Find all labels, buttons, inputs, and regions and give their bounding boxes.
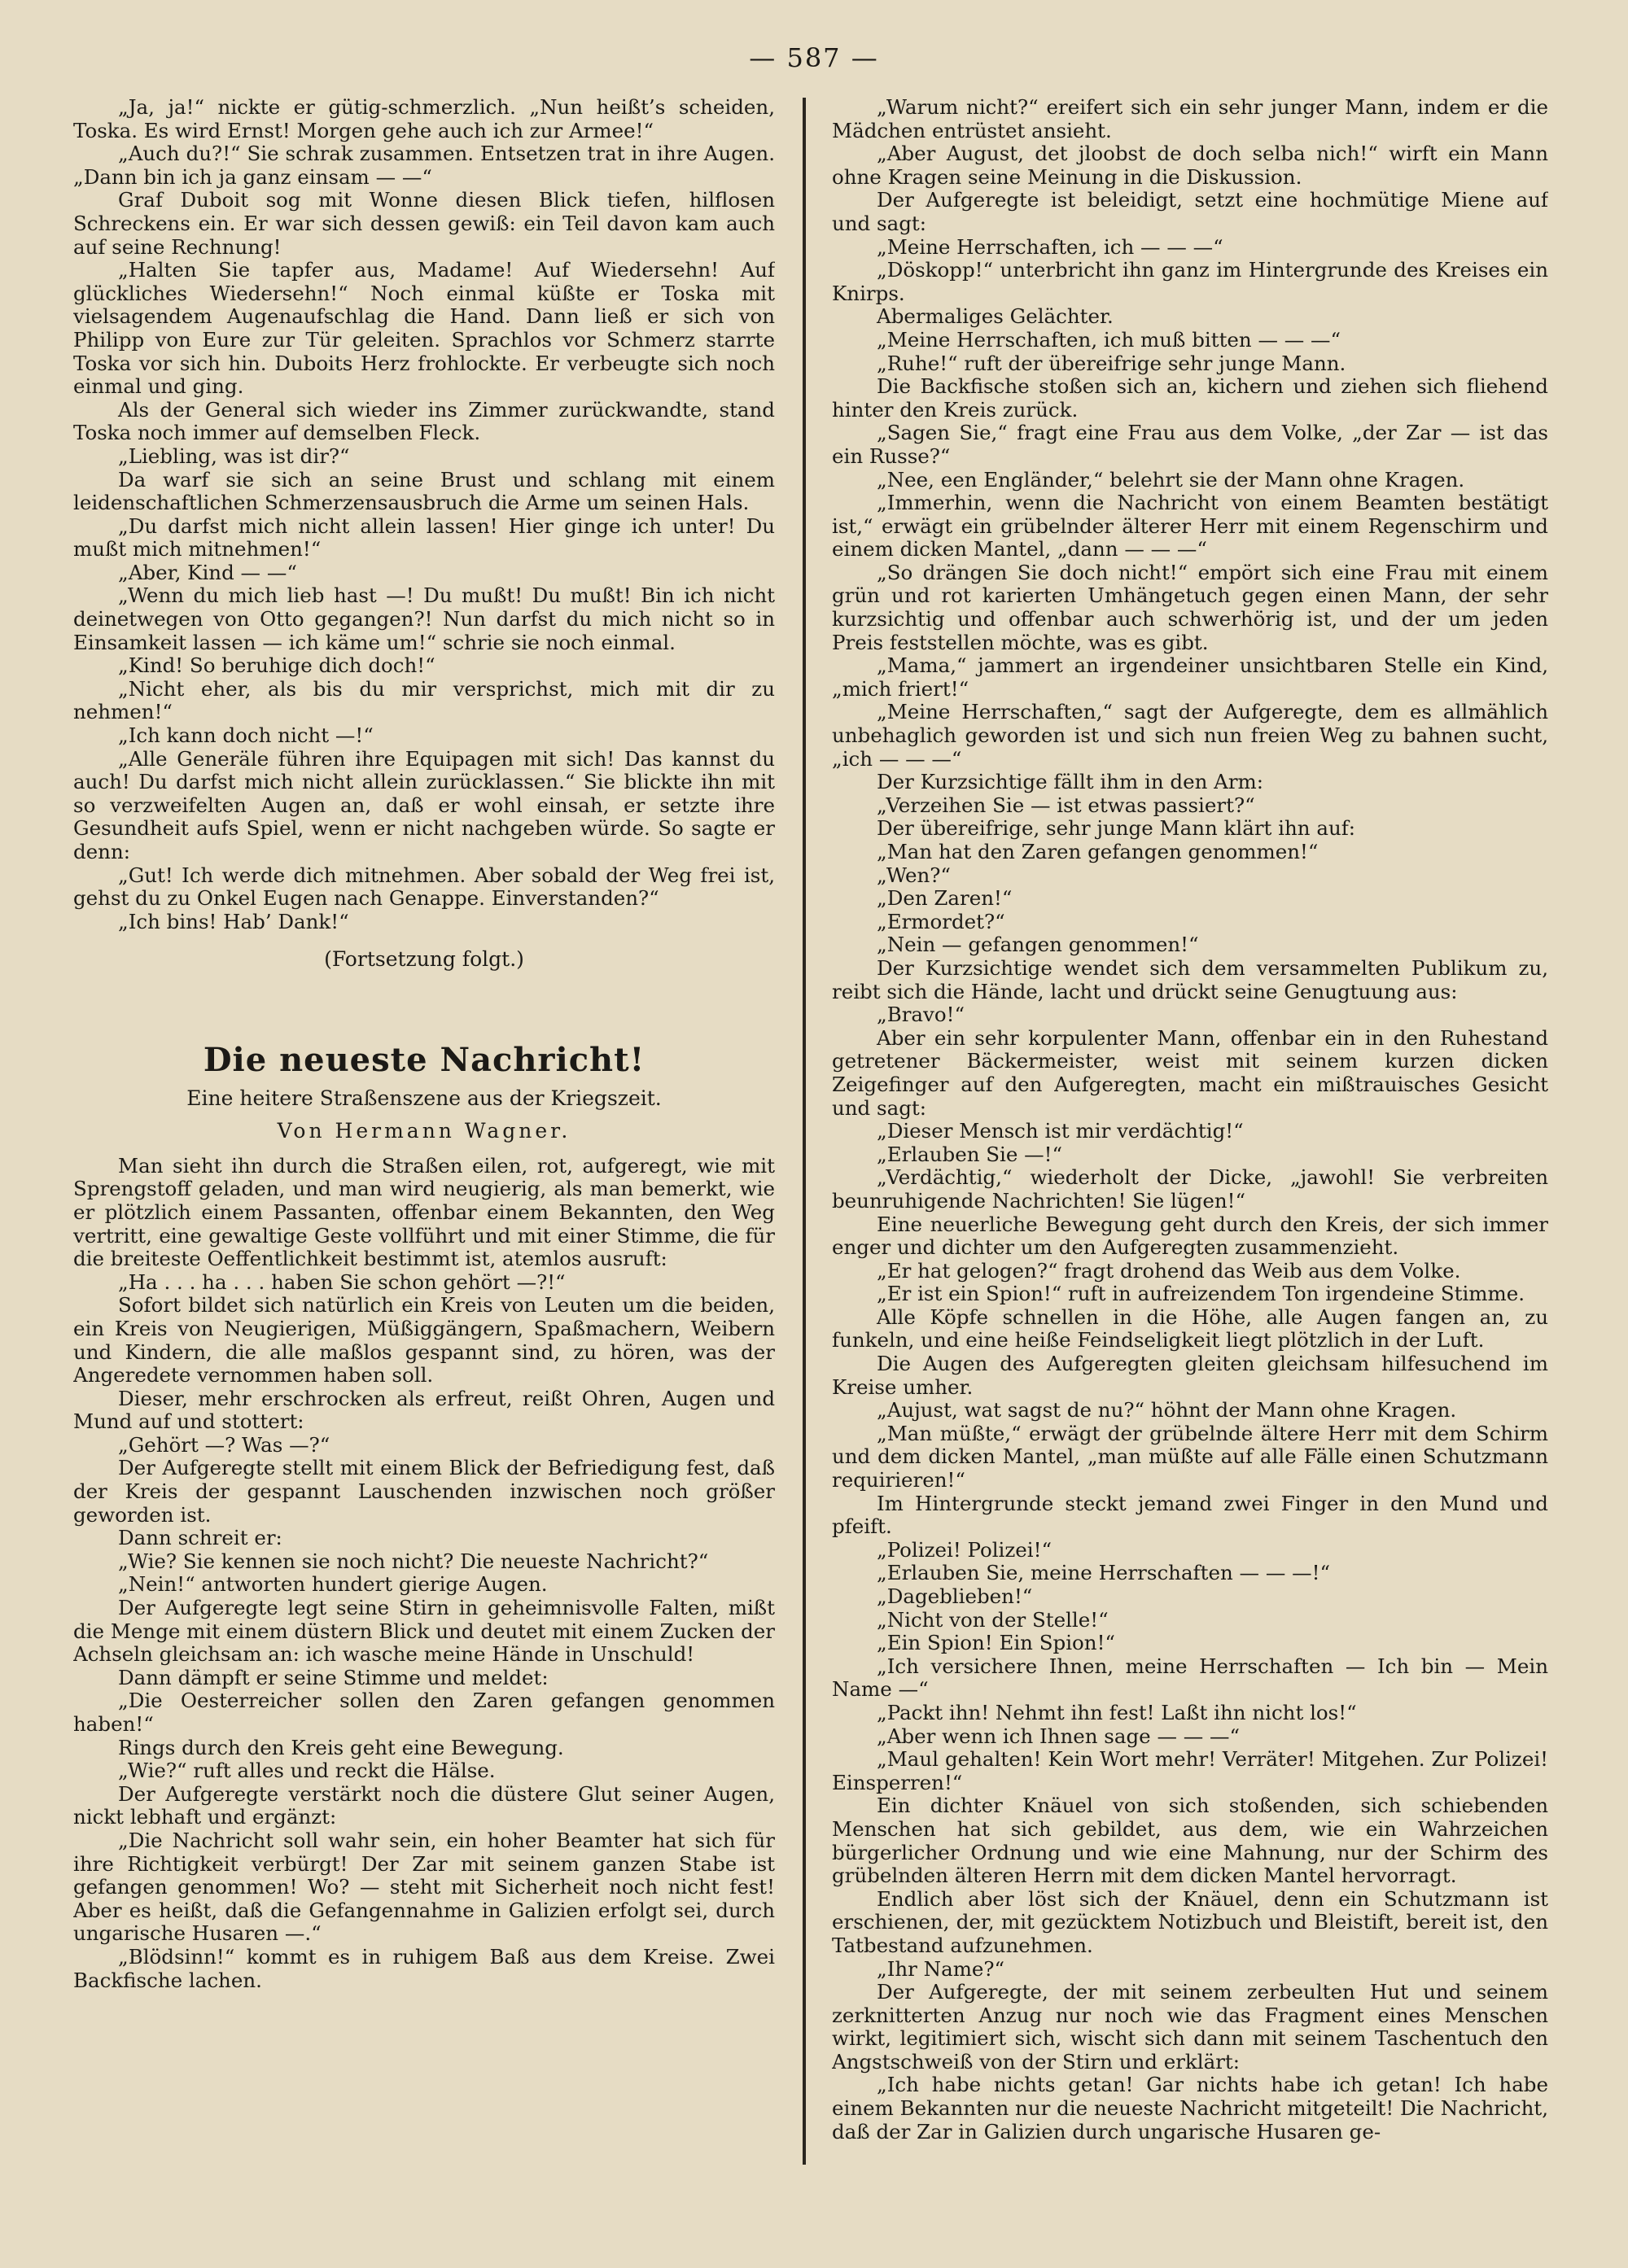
paragraph: Die Augen des Aufgeregten gleiten gleichsam hilfesuchend im Kreise umher.: [832, 1352, 1548, 1399]
paragraph: „Auch du?!“ Sie schrak zusammen. Entsetzen trat in ihre Augen. „Dann bin ich ja ganz einsam — —“: [73, 142, 775, 189]
paragraph: „Erlauben Sie, meine Herrschaften — — —!“: [877, 1561, 1330, 1585]
paragraph: „Aber, Kind — —“: [118, 560, 297, 584]
paragraph: „So drängen Sie doch nicht!“ empört sich eine Frau mit einem grün und rot karierten Umhängetuch gegen einen Mann, der sehr kurzsichtig und offenbar auch schwerhörig ist, und der um jeden Preis feststellen möchte, was es gibt.: [832, 560, 1548, 654]
paragraph: Da warf sie sich an seine Brust und schlang mit einem leidenschaftlichen Schmerzensausbruch die Arme um seinen Hals.: [73, 467, 775, 515]
paragraph: „Meine Herrschaften,“ sagt der Aufgeregte, dem es allmählich unbehaglich geworden ist und sich nun freien Weg zu bahnen sucht, „ich — — —“: [832, 700, 1548, 771]
paragraph: „Ich bins! Hab’ Dank!“: [118, 909, 349, 933]
paragraph: „Verdächtig,“ wiederholt der Dicke, „jawohl! Sie verbreiten beunruhigende Nachrichten! Sie lügen!“: [832, 1165, 1548, 1213]
paragraph: „Ruhe!“ ruft der übereifrige sehr junge Mann.: [877, 351, 1346, 375]
paragraph: „Wenn du mich lieb hast —! Du mußt! Du mußt! Bin ich nicht deinetwegen von Otto gegangen?! Nun darfst du mich nicht so in Einsamkeit lassen — ich käme um!“ schrie sie noch einmal.: [73, 583, 775, 654]
paragraph: „Ich kann doch nicht —!“: [118, 723, 374, 748]
paragraph: „Dieser Mensch ist mir verdächtig!“: [877, 1119, 1244, 1143]
paragraph: Im Hintergrunde steckt jemand zwei Finger in den Mund und pfeift.: [832, 1491, 1548, 1539]
paragraph: „Halten Sie tapfer aus, Madame! Auf Wiedersehn! Auf glückliches Wiedersehn!“ Noch einmal küßte er Toska mit vielsagendem Augenaufschlag die Hand. Dann ließ er sich von Philipp von Eure zur Tür geleiten. Sprachlos vor Schmerz starrte Toska vor sich hin. Duboits Herz frohlockte. Er verbeugte sich noch einmal und ging.: [73, 258, 775, 399]
paragraph: „Alle Generäle führen ihre Equipagen mit sich! Das kannst du auch! Du darfst mich nicht allein zurücklassen.“ Sie blickte ihn mit so verzweifelten Augen an, daß er wohl einsah, er setzte ihre Gesundheit aufs Spiel, wenn er nicht nachgeben würde. So sagte er denn:: [73, 746, 775, 863]
paragraph: „Meine Herrschaften, ich — — —“: [877, 234, 1223, 259]
paragraph: „Packt ihn! Nehmt ihn fest! Laßt ihn nicht los!“: [877, 1700, 1357, 1724]
paragraph: „Warum nicht?“ ereifert sich ein sehr junger Mann, indem er die Mädchen entrüstet ansieht.: [832, 96, 1548, 142]
paragraph: „Nein!“ antworten hundert gierige Augen.: [118, 1572, 548, 1597]
paragraph: Ein dichter Knäuel von sich stoßenden, sich schiebenden Menschen hat sich gebildet, aus dem, wie ein Wahrzeichen bürgerlicher Ordnung und wie eine Mahnung, nur der Schirm des grübelnden älteren Herrn mit dem dicken Mantel hervorragt.: [832, 1794, 1548, 1888]
paragraph: „Ja, ja!“ nickte er gütig-schmerzlich. „Nun heißt’s scheiden, Toska. Es wird Ernst! Morgen gehe auch ich zur Armee!“: [73, 96, 775, 142]
paragraph: „Man hat den Zaren gefangen genommen!“: [877, 840, 1319, 863]
paragraph: „Dageblieben!“: [877, 1584, 1033, 1608]
paragraph: „Ein Spion! Ein Spion!“: [877, 1631, 1115, 1655]
paragraph: „Mama,“ jammert an irgendeiner unsichtbaren Stelle ein Kind, „mich friert!“: [832, 653, 1548, 701]
paragraph: „Aber wenn ich Ihnen sage — — —“: [877, 1724, 1241, 1748]
paragraph: Eine neuerliche Bewegung geht durch den Kreis, der sich immer enger und dichter um den Aufgeregten zusammenzieht.: [832, 1212, 1548, 1260]
paragraph: Die Backfische stoßen sich an, kichern und ziehen sich fliehend hinter den Kreis zurück.: [832, 374, 1548, 422]
paragraph: Dann schreit er:: [118, 1526, 282, 1550]
section-spacer: [73, 972, 775, 1049]
paragraph: „Blödsinn!“ kommt es in ruhigem Baß aus dem Kreise. Zwei Backfische lachen.: [73, 1944, 775, 1992]
paragraph: Der übereifrige, sehr junge Mann klärt ihn auf:: [877, 816, 1356, 841]
paragraph: „Kind! So beruhige dich doch!“: [118, 653, 435, 678]
article-byline: Von Hermann Wagner.: [277, 1119, 571, 1143]
paragraph: Graf Duboit sog mit Wonne diesen Blick tiefen, hilflosen Schreckens ein. Er war sich dessen gewiß: ein Teil davon kam auch auf seine Rechnung!: [73, 188, 775, 259]
paragraph: „Gut! Ich werde dich mitnehmen. Aber sobald der Weg frei ist, gehst du zu Onkel Eugen nach Genappe. Einverstanden?“: [73, 863, 775, 911]
right-article-text: [832, 96, 1548, 2143]
paragraph: Der Aufgeregte ist beleidigt, setzt eine hochmütige Miene auf und sagt:: [832, 188, 1548, 235]
paragraph: „Aujust, wat sagst de nu?“ höhnt der Mann ohne Kragen.: [877, 1398, 1457, 1422]
paragraph: „Aber August, det jloobst de doch selba nich!“ wirft ein Mann ohne Kragen seine Meinung in die Diskussion.: [832, 142, 1548, 189]
paragraph: „Wie? Sie kennen sie noch nicht? Die neueste Nachricht?“: [118, 1549, 709, 1573]
paragraph: „Nicht von der Stelle!“: [877, 1607, 1109, 1632]
left-column: [73, 96, 775, 2244]
paragraph: Man sieht ihn durch die Straßen eilen, rot, aufgeregt, wie mit Sprengstoff geladen, und man wird neugierig, als man bemerkt, wie er plötzlich einem Passanten, offenbar einem Bekannten, den Weg vertritt, eine gewaltige Geste vollführt und mit einer Stimme, die für die breiteste Oeffentlichkeit bestimmt ist, atemlos ausruft:: [73, 1153, 775, 1271]
paragraph: „Maul gehalten! Kein Wort mehr! Verräter! Mitgehen. Zur Polizei! Einsperren!“: [832, 1747, 1548, 1794]
paragraph: Abermaliges Gelächter.: [877, 304, 1114, 329]
paragraph: Dann dämpft er seine Stimme und meldet:: [118, 1665, 549, 1689]
column-divider: [803, 98, 806, 2165]
right-column: [832, 96, 1548, 2244]
article-text: [73, 1155, 775, 1992]
paragraph: „Nee, een Engländer,“ belehrt sie der Mann ohne Kragen.: [877, 467, 1465, 492]
paragraph: „Er hat gelogen?“ fragt drohend das Weib aus dem Volke.: [877, 1258, 1461, 1283]
paragraph: „Ihr Name?“: [877, 1956, 1005, 1981]
paragraph: „Döskopp!“ unterbricht ihn ganz im Hintergrunde des Kreises ein Knirps.: [832, 258, 1548, 305]
paragraph: „Die Nachricht soll wahr sein, ein hoher Beamter hat sich für ihre Richtigkeit verbürgt! Der Zar mit seinem ganzen Stabe ist gefangen genommen! Wo? — steht mit Sicherheit noch nicht fest! Aber es heißt, daß die Gefangennahme in Galizien erfolgt sei, durch ungarische Husaren —.“: [73, 1828, 775, 1946]
paragraph: „Wen?“: [877, 863, 951, 887]
paragraph: Der Aufgeregte legt seine Stirn in geheimnisvolle Falten, mißt die Menge mit einem düstern Blick und deutet mit einem Zucken der Achseln gleichsam an: ich wasche meine Hände in Unschuld!: [73, 1596, 775, 1667]
paragraph: Der Aufgeregte stellt mit einem Blick der Befriedigung fest, daß der Kreis der gespannt Lauschenden inzwischen noch größer geworden ist.: [73, 1456, 775, 1527]
paragraph: „Er ist ein Spion!“ ruft in aufreizendem Ton irgendeine Stimme.: [877, 1282, 1525, 1306]
paragraph: Der Aufgeregte, der mit seinem zerbeulten Hut und seinem zerknitterten Anzug nur noch wie das Fragment eines Menschen wirkt, legitimiert sich, wischt sich dann mit seinem Taschentuch den Angstschweiß von der Stirn und erklärt:: [832, 1980, 1548, 2074]
paragraph: Aber ein sehr korpulenter Mann, offenbar ein in den Ruhestand getretener Bäckermeister, weist mit seinem kurzen dicken Zeigefinger auf den Aufgeregten, macht ein mißtrauisches Gesicht und sagt:: [832, 1025, 1548, 1120]
paragraph: „Nein — gefangen genommen!“: [877, 933, 1199, 957]
paragraph: Der Kurzsichtige wendet sich dem versammelten Publikum zu, reibt sich die Hände, lacht und drückt seine Genugtuung aus:: [832, 955, 1548, 1003]
paragraph: Der Kurzsichtige fällt ihm in den Arm:: [877, 770, 1264, 794]
paragraph: „Nicht eher, als bis du mir versprichst, mich mit dir zu nehmen!“: [73, 676, 775, 724]
paragraph: „Liebling, was ist dir?“: [118, 444, 350, 468]
article-subtitle: Eine heitere Straßenszene aus der Kriegszeit.: [186, 1086, 662, 1110]
paragraph: „Immerhin, wenn die Nachricht von einem Beamten bestätigt ist,“ erwägt ein grübelnder älterer Herr mit einem Regenschirm und einem dicken Mantel, „dann — — —“: [832, 491, 1548, 562]
page-number: — 587 —: [749, 42, 879, 73]
paragraph: „Erlauben Sie —!“: [877, 1142, 1063, 1166]
paragraph: „Die Oesterreicher sollen den Zaren gefangen genommen haben!“: [73, 1689, 775, 1736]
paragraph: „Man müßte,“ erwägt der grübelnde ältere Herr mit dem Schirm und dem dicken Mantel, „man müßte auf alle Fälle einen Schutzmann requirieren!“: [832, 1421, 1548, 1492]
paragraph: „Polizei! Polizei!“: [877, 1537, 1053, 1562]
paragraph: Der Aufgeregte verstärkt noch die düstere Glut seiner Augen, nickt lebhaft und ergänzt:: [73, 1781, 775, 1829]
paragraph: Als der General sich wieder ins Zimmer zurückwandte, stand Toska noch immer auf demselben Fleck.: [73, 397, 775, 445]
paragraph: „Wie?“ ruft alles und reckt die Hälse.: [118, 1759, 496, 1783]
paragraph: „Ermordet?“: [877, 909, 1005, 933]
paragraph: Dieser, mehr erschrocken als erfreut, reißt Ohren, Augen und Mund auf und stottert:: [73, 1386, 775, 1434]
paragraph: „Bravo!“: [877, 1003, 965, 1027]
paragraph: „Sagen Sie,“ fragt eine Frau aus dem Volke, „der Zar — ist das ein Russe?“: [832, 421, 1548, 468]
paragraph: Alle Köpfe schnellen in die Höhe, alle Augen fangen an, zu funkeln, und eine heiße Feindseligkeit liegt plötzlich in der Luft.: [832, 1304, 1548, 1352]
paragraph: „Ich habe nichts getan! Gar nichts habe ich getan! Ich habe einem Bekannten nur die neueste Nachricht mitgeteilt! Die Nachricht, daß der Zar in Galizien durch ungarische Husaren ge-: [832, 2073, 1548, 2143]
paragraph: „Den Zaren!“: [877, 886, 1013, 911]
paragraph: „Gehört —? Was —?“: [118, 1432, 330, 1457]
continuation-note: (Fortsetzung folgt.): [324, 947, 524, 972]
paragraph: „Du darfst mich nicht allein lassen! Hier ginge ich unter! Du mußt mich mitnehmen!“: [73, 513, 775, 562]
paragraph: „Ich versichere Ihnen, meine Herrschaften — Ich bin — Mein Name —“: [832, 1654, 1548, 1702]
paragraph: „Ha . . . ha . . . haben Sie schon gehört —?!“: [118, 1269, 566, 1294]
left-story-text: [73, 96, 775, 933]
article-title: Die neueste Nachricht!: [203, 1040, 646, 1079]
paragraph: „Verzeihen Sie — ist etwas passiert?“: [877, 793, 1255, 817]
paragraph: Sofort bildet sich natürlich ein Kreis von Leuten um die beiden, ein Kreis von Neugierigen, Müßiggängern, Spaßmachern, Weibern und Kindern, die alle maßlos gespannt sind, zu hören, was der Angeredete vernommen haben soll.: [73, 1293, 775, 1387]
paragraph: Endlich aber löst sich der Knäuel, denn ein Schutzmann ist erschienen, der, mit gezücktem Notizbuch und Bleistift, bereit ist, den Tatbestand aufzunehmen.: [832, 1886, 1548, 1957]
paragraph: „Meine Herrschaften, ich muß bitten — — —“: [877, 327, 1341, 352]
paragraph: Rings durch den Kreis geht eine Bewegung.: [118, 1735, 564, 1759]
